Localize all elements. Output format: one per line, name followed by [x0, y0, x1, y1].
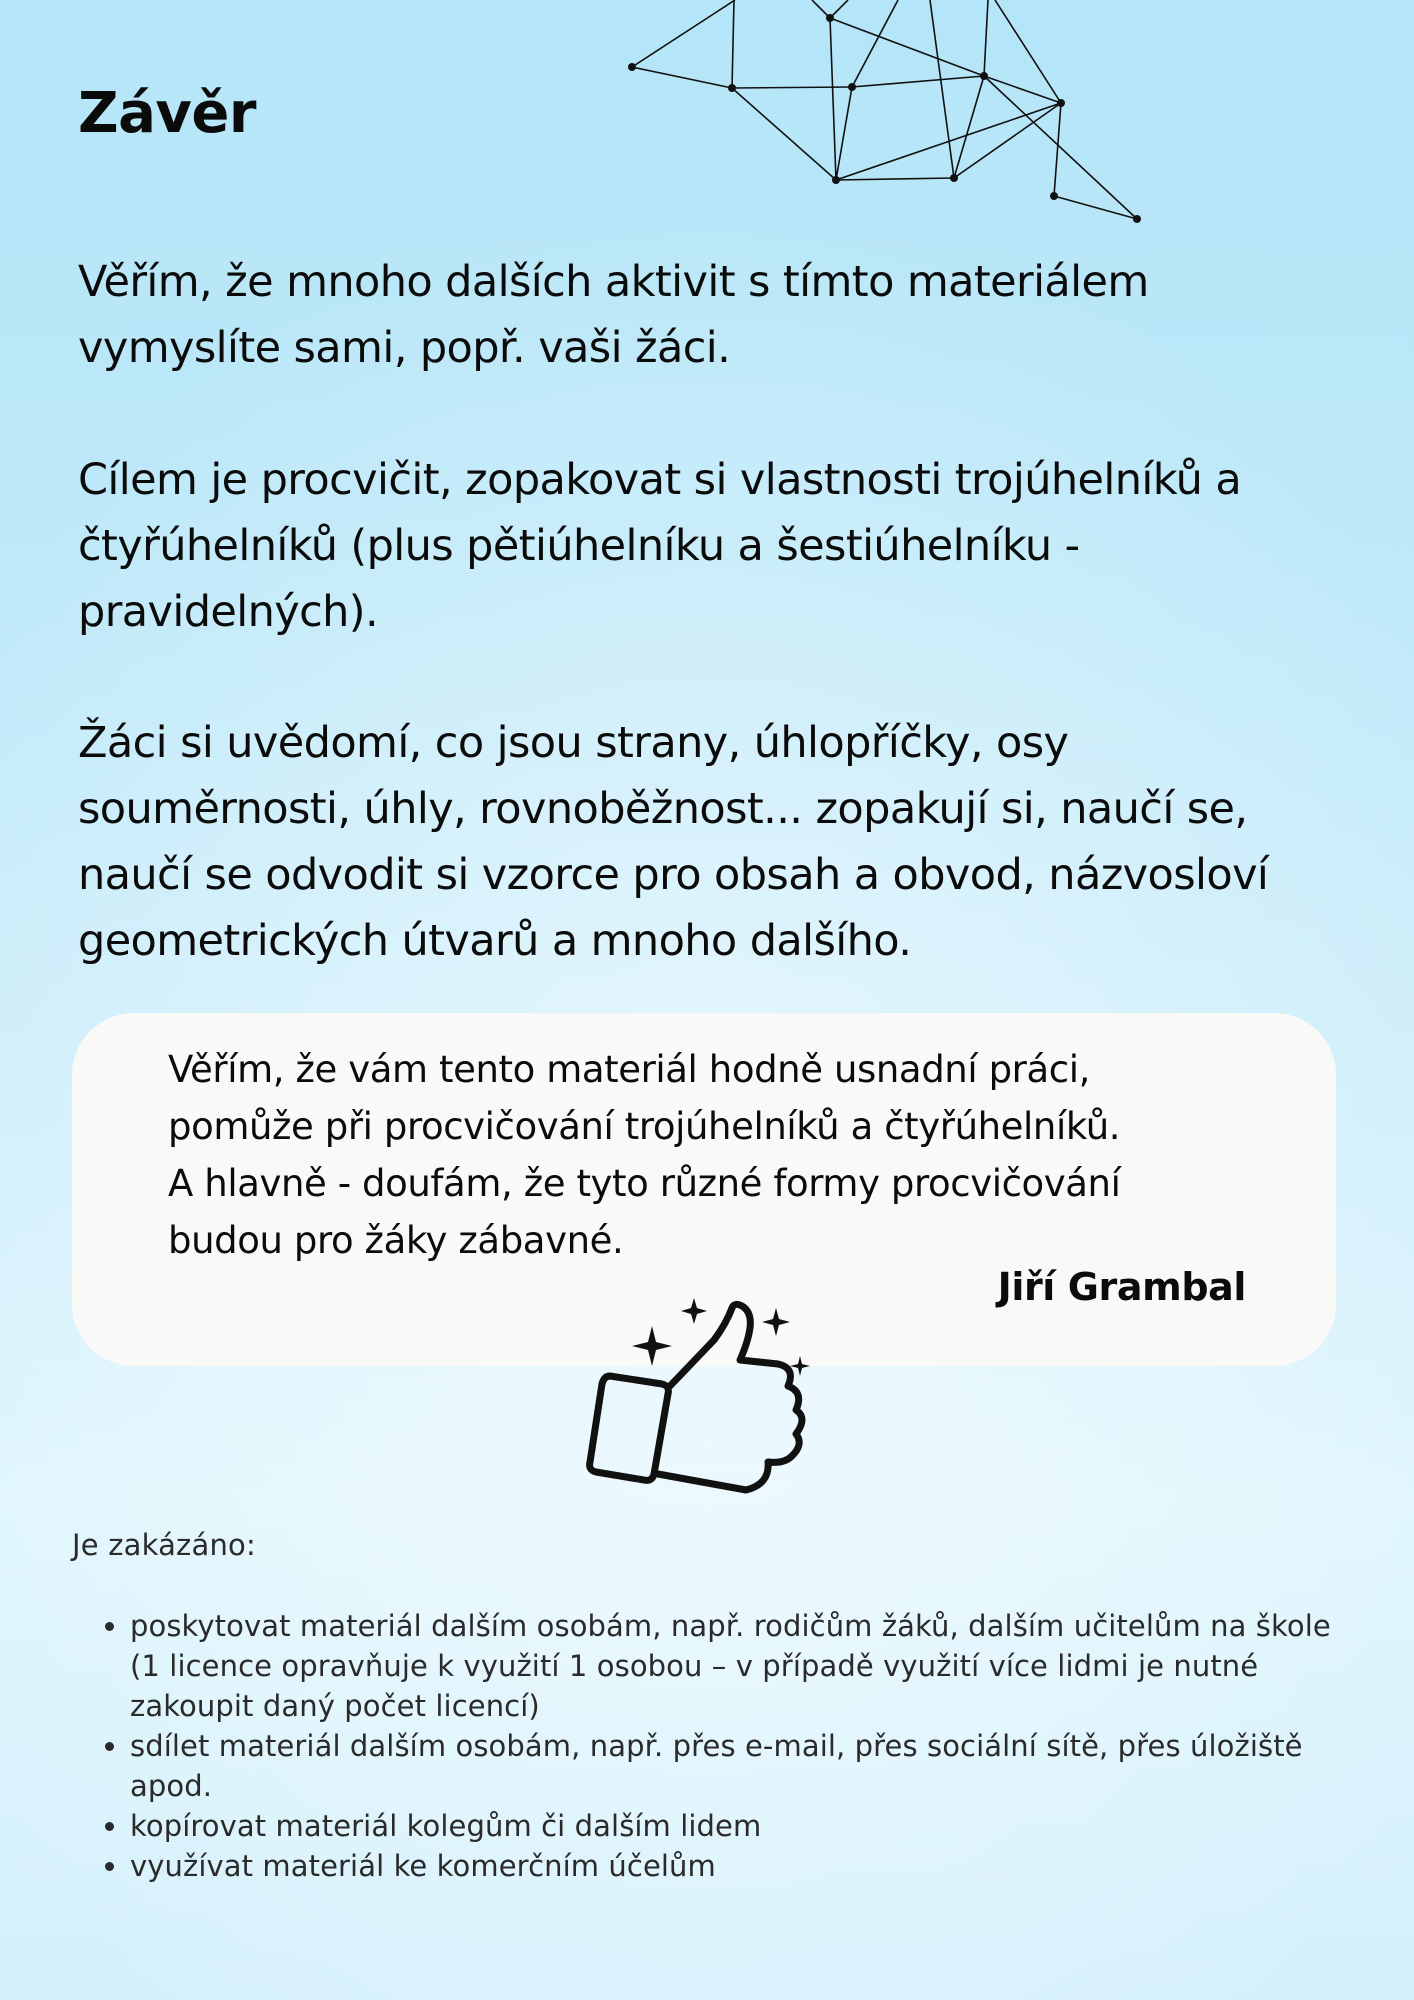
- paragraph-outcomes: Žáci si uvědomí, co jsou strany, úhlopříčky, osy souměrnosti, úhly, rovnoběžnost... zopakují si, naučí se, naučí se odvodit si vzorce pro obsah a obvod, názvosloví geometrických útvarů a mnoho dalšího.: [78, 718, 1269, 966]
- page-title: Závěr: [78, 81, 256, 146]
- thumbs-up-sparkle-icon: [582, 1294, 822, 1514]
- list-item: • poskytovat materiál dalším osobám, např. rodičům žáků, dalším učitelům na škole (1 licence opravňuje k využití 1 osobou – v případě využití více lidmi je nutné zakoupit daný počet licencí): [130, 1606, 1352, 1726]
- prohibited-section: [72, 1524, 1352, 1886]
- paragraph-goal: Cílem je procvičit, zopakovat si vlastnosti trojúhelníků a čtyřúhelníků (plus pětiúhelníku a šestiúhelníku - pravidelných).: [78, 455, 1242, 637]
- list-item: • využívat materiál ke komerčním účelům: [130, 1846, 1352, 1886]
- list-item: • kopírovat materiál kolegům či dalším lidem: [130, 1806, 1352, 1846]
- quote-text: Věřím, že vám tento materiál hodně usnadní práci, pomůže při procvičování trojúhelníků a čtyřúhelníků. A hlavně - doufám, že tyto různé formy procvičování budou pro žáky zábavné.: [168, 1048, 1121, 1262]
- quote-author: Jiří Grambal: [997, 1265, 1246, 1309]
- prohibited-heading: Je zakázáno:: [72, 1528, 256, 1562]
- prohibited-list: [72, 1606, 1352, 1886]
- list-item: • sdílet materiál dalším osobám, např. přes e-mail, přes sociální sítě, přes úložiště apod.: [130, 1726, 1352, 1806]
- paragraph-intro: Věřím, že mnoho dalších aktivit s tímto materiálem vymyslíte sami, popř. vaši žáci.: [78, 257, 1149, 373]
